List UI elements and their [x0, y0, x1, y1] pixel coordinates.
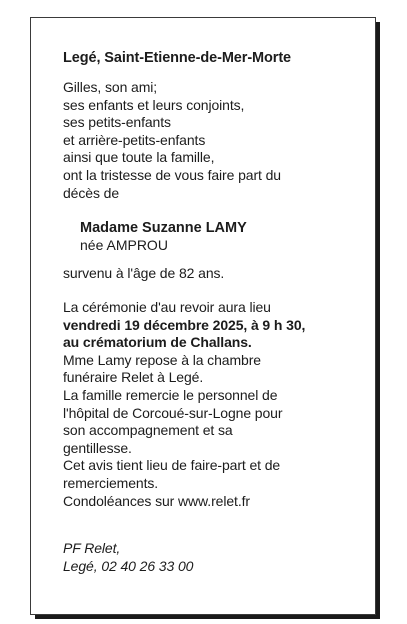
deceased-name: Madame Suzanne LAMY — [80, 220, 247, 236]
announcement-line: décès de — [63, 184, 120, 201]
funeral-home-contact: Legé, 02 40 26 33 00 — [63, 557, 194, 574]
ceremony-line: funéraire Relet à Legé. — [63, 369, 204, 386]
announcement-line: Gilles, son ami; — [63, 79, 158, 95]
obituary-heading: Legé, Saint-Etienne-de-Mer-Morte — [63, 50, 292, 66]
announcement-line: ses petits-enfants — [63, 114, 171, 131]
ceremony-date-time: vendredi 19 décembre 2025, à 9 h 30, — [63, 316, 306, 333]
funeral-home-signature — [63, 540, 193, 575]
ceremony-intro: La cérémonie d'au revoir aura lieu — [63, 299, 271, 315]
funeral-home-name: PF Relet, — [63, 540, 121, 556]
card-shadow-right — [376, 22, 380, 619]
announcement-line: ont la tristesse de vous faire part du — [63, 166, 281, 183]
ceremony-line: La famille remercie le personnel de — [63, 386, 278, 403]
ceremony-line: remerciements. — [63, 474, 159, 491]
family-announcement — [63, 79, 281, 202]
ceremony-line: Cet avis tient lieu de faire-part et de — [63, 457, 281, 474]
card-shadow-bottom — [35, 615, 380, 619]
ceremony-line: son accompagnement et sa — [63, 422, 233, 439]
announcement-line: ainsi que toute la famille, — [63, 149, 215, 166]
age-line: survenu à l'âge de 82 ans. — [63, 265, 225, 281]
announcement-line: ses enfants et leurs conjoints, — [63, 96, 245, 113]
condolences-line: Condoléances sur www.relet.fr — [63, 492, 250, 509]
ceremony-line: gentillesse. — [63, 439, 132, 456]
ceremony-line: Mme Lamy repose à la chambre — [63, 351, 261, 368]
ceremony-details — [63, 299, 305, 510]
ceremony-place: au crématorium de Challans. — [63, 334, 252, 351]
deceased-birth-name: née AMPROU — [80, 237, 168, 253]
announcement-line: et arrière-petits-enfants — [63, 131, 206, 148]
ceremony-line: l'hôpital de Corcoué-sur-Logne pour — [63, 404, 283, 421]
